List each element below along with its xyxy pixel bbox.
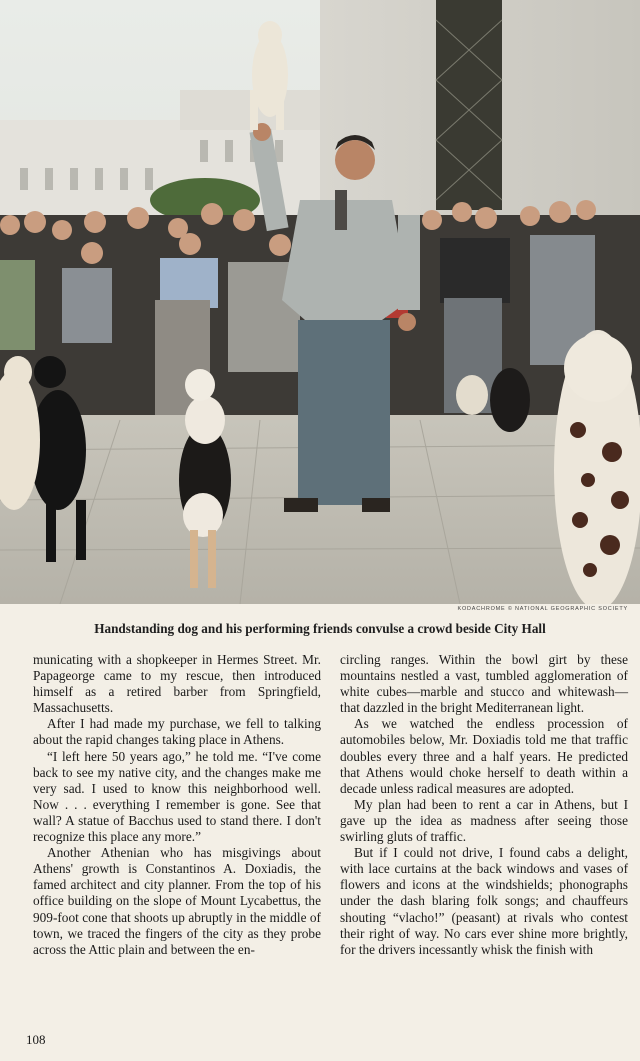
right-column — [340, 652, 628, 958]
page-number: 108 — [26, 1032, 46, 1047]
paragraph: municating with a shopkeeper in Hermes Street. Mr. Papageorge came to my rescue, then introduced himself as a retired barber from Springfield, Massachusetts. — [33, 652, 321, 716]
paragraph: After I had made my purchase, we fell to talking about the rapid changes taking place in Athens. — [33, 716, 321, 748]
photo-credit: KODACHROME © NATIONAL GEOGRAPHIC SOCIETY — [457, 606, 628, 612]
paragraph: “I left here 50 years ago,” he told me. “I've come back to see my native city, and the changes make me very sad. I used to know this neighborhood well. Now . . . everything I remember is gone. See that wall? A statue of Bacchus used to stand there. I don't recognize this place any more.” — [33, 748, 321, 845]
paragraph: But if I could not drive, I found cabs a delight, with lace curtains at the back windows and vases of flowers and icons at the windshields; phonographs under the dash blaring folk songs; and chauffeurs shouting “vlacho!” (peasant) at rivals who contest their right of way. No cars ever shine more brightly, for the drivers incessantly whisk the finish with — [340, 845, 628, 957]
left-column — [33, 652, 321, 958]
photo-caption: Handstanding dog and his performing friends convulse a crowd beside City Hall — [94, 621, 546, 636]
paragraph: circling ranges. Within the bowl girt by these mountains nestled a vast, tumbled agglomeration of white cubes—marble and stucco and whitewash—that dazzled in the bright Mediterranean light. — [340, 652, 628, 716]
paragraph: My plan had been to rent a car in Athens, but I gave up the idea as madness after seeing those swirling gluts of traffic. — [340, 796, 628, 845]
paragraph: As we watched the endless procession of automobiles below, Mr. Doxiadis told me that traffic doubles every three and a half years. He predicted that Athens would choke herself to death within a decade unless radical measures are adopted. — [340, 716, 628, 796]
article-body — [33, 652, 628, 958]
paragraph: Another Athenian who has misgivings about Athens' growth is Constantinos A. Doxiadis, the famed architect and city planner. From the top of his office building on the slope of Mount Lycabettus, the 909-foot cone that shoots up abruptly in the middle of town, we traced the fingers of the city as they probe across the Attic plain and between the en- — [33, 845, 321, 957]
